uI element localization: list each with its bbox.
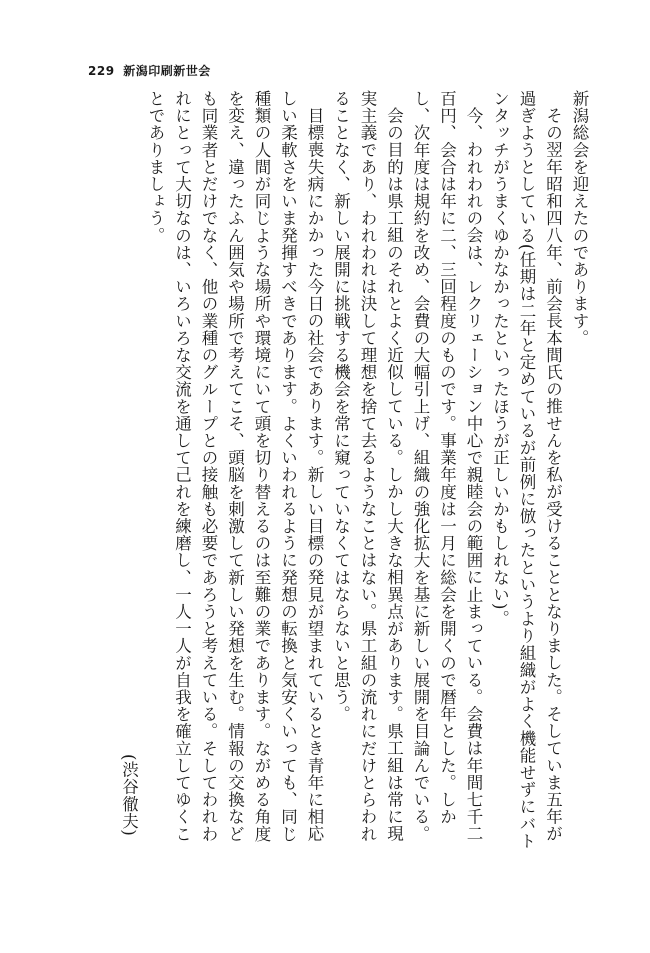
paragraph-2: その翌年昭和四八年、前会長本間氏の推せんを私が受けることとなりました。そしていま五年が過ぎようとしている(任期は二年と定めているが前例に倣ったというより組織がよく機能せずにバトンタッチがうまくゆかなかったといったほうが正しいかもしれない)。 bbox=[490, 90, 563, 850]
paragraph-4: 会の目的は県工組のそれとよく近似している。しかし大きな相異点があります。県工組は常に現実主義であり、われわれは決して理想を捨て去るようなことはない。県工組の流れにだけとらわれることなく、新しい展開に挑戦する機会を常に窺っていなくてはならないと思う。 bbox=[331, 90, 404, 843]
paragraph-1: 新潟総会を迎えたのであります。 bbox=[570, 90, 589, 347]
author-signature: (渋谷徹夫) bbox=[119, 753, 139, 836]
vertical-body-text bbox=[115, 90, 592, 850]
running-header bbox=[88, 62, 211, 79]
running-title: 新潟印刷新世会 bbox=[123, 64, 211, 78]
paragraph-3: 今、われわれの会は、レクリェーション中心で親睦会の範囲に止まっている。会費は年間七千二百円、会合は年に二、三回程度のものです。事業年度は一月に総会を開くので暦年とした。しかし、次年度は規約を改め、会費の大幅引上げ、組織の強化拡大を基に新しい展開を目論んでいる。 bbox=[411, 90, 483, 843]
paragraph-5: 目標喪失病にかかった今日の社会であります。新しい目標の発見が望まれているとき青年に相応しい柔軟さをいま発揮すべきであります。よくいわれるように発想の転換と気安くいっても、同じ種類の人間が同じような場所や環境にいて頭を切り替えるのは至難の業であります。ながめる角度を変え、違ったふん囲気や場所で考えてこそ、頭脳を刺激して新しい発想を生む。情報の交換なども同業者とだけでなく、他の業種のグループとの接触も必要であろうと考えている。そしてわれわれにとって大切なのは、いろいろな交流を通して己れを練磨し、一人一人が自我を確立してゆくことでありましょう。 bbox=[146, 90, 324, 843]
page-number: 229 bbox=[88, 64, 115, 78]
